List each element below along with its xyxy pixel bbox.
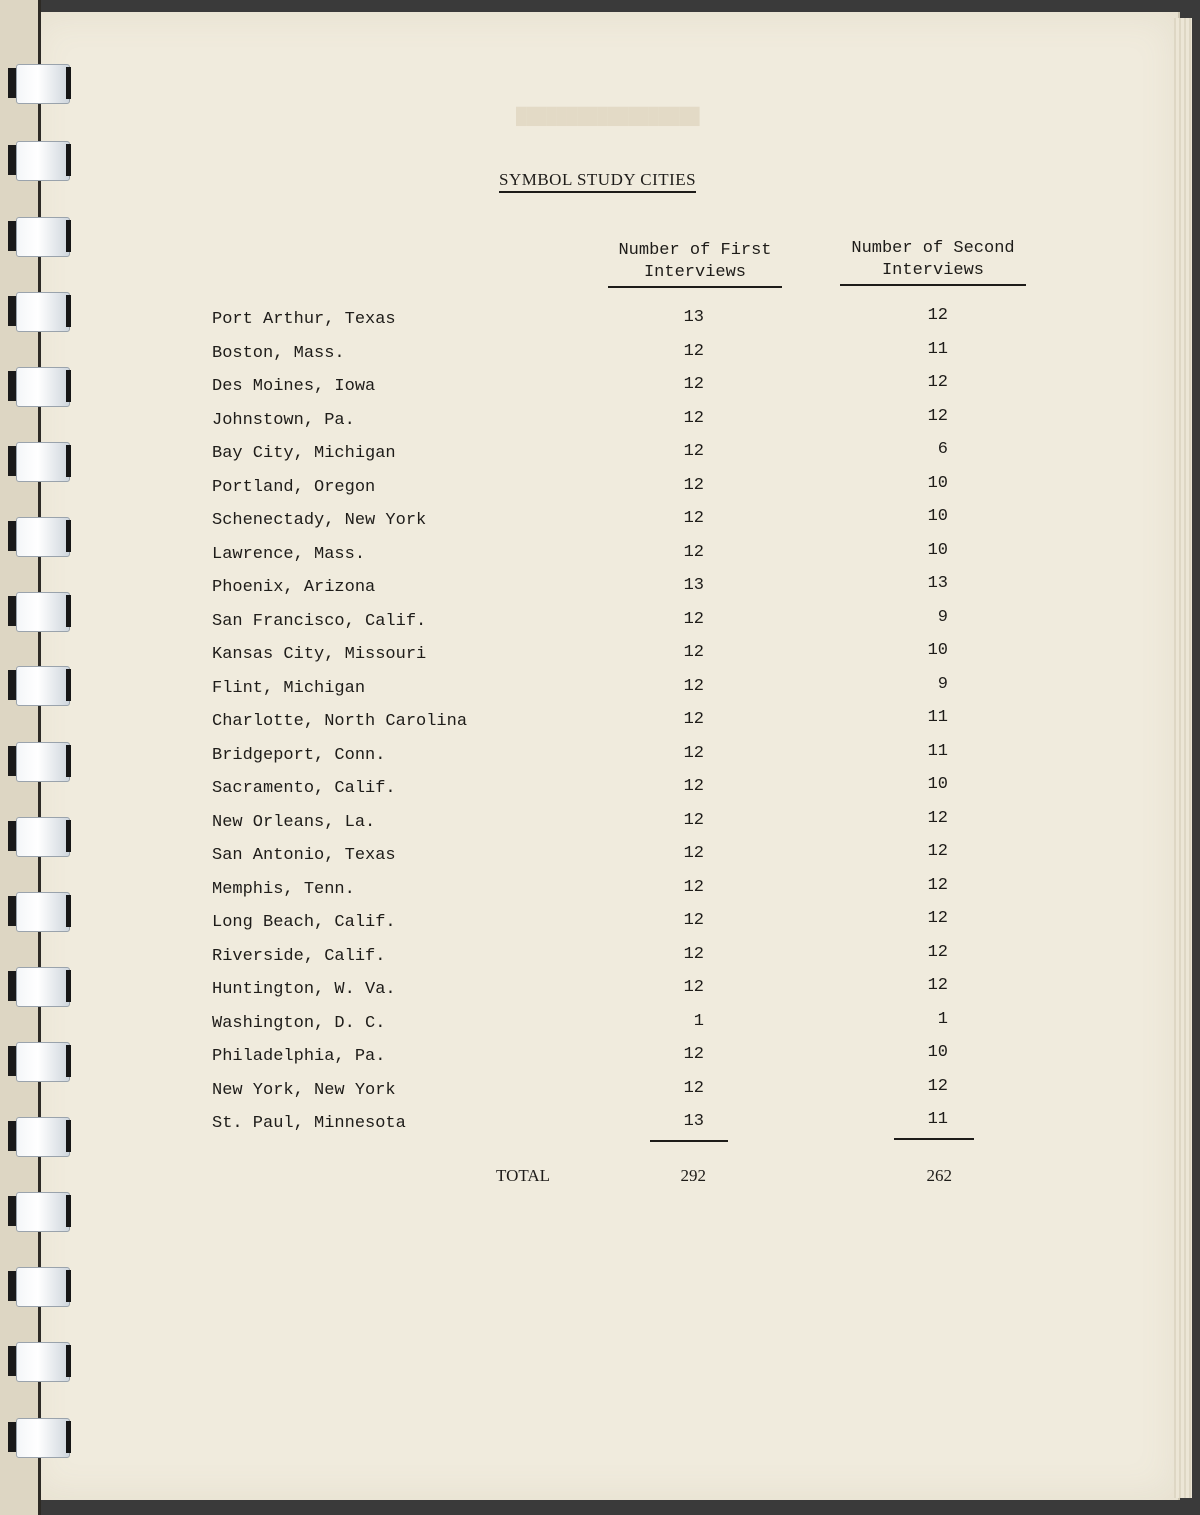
table-row [0,811,1200,841]
second-interviews: 9 [937,675,948,694]
first-interviews: 12 [683,643,704,662]
first-interviews: 12 [683,844,704,863]
second-interviews: 11 [927,340,948,359]
first-interviews: 12 [683,978,704,997]
second-interviews: 12 [927,842,948,861]
second-interviews: 12 [927,976,948,995]
second-interviews: 10 [927,541,948,560]
table-row [0,1045,1200,1075]
table-row [0,442,1200,472]
sum-rule-second [894,1138,974,1140]
city-name: Bridgeport, Conn. [212,746,386,765]
first-interviews: 12 [683,777,704,796]
second-interviews: 10 [927,641,948,660]
second-interviews: 12 [927,373,948,392]
city-name: Philadelphia, Pa. [212,1047,386,1066]
city-name: Long Beach, Calif. [212,913,396,932]
second-interviews: 9 [937,608,948,627]
table-row [0,677,1200,707]
table-row [0,409,1200,439]
col-second-header-line1: Number of Second [851,239,1015,258]
binding-ring [8,217,70,255]
city-name: San Francisco, Calif. [212,612,427,631]
city-name: Johnstown, Pa. [212,411,355,430]
table-row [0,308,1200,338]
second-interviews: 11 [927,1110,948,1129]
city-name: Boston, Mass. [212,344,345,363]
city-name: Huntington, W. Va. [212,980,396,999]
second-interviews: 10 [927,507,948,526]
first-interviews: 12 [683,442,704,461]
binding-ring [8,64,70,102]
binding-ring [8,1418,70,1456]
city-name: Schenectady, New York [212,511,427,530]
first-interviews: 13 [683,308,704,327]
table-row [0,978,1200,1008]
city-name: Riverside, Calif. [212,947,386,966]
sum-rule-first [650,1140,728,1142]
table-row [0,1012,1200,1042]
first-interviews: 12 [683,476,704,495]
first-interviews: 12 [683,878,704,897]
first-interviews: 12 [683,710,704,729]
col-first-header [608,240,782,288]
col-second-header-line2: Interviews [840,260,1026,286]
total-label: TOTAL [496,1166,551,1185]
second-interviews: 10 [927,775,948,794]
binding-ring [8,1342,70,1380]
first-interviews: 12 [683,375,704,394]
second-interviews: 1 [937,1010,948,1029]
binding-ring [8,1267,70,1305]
binding-ring [8,141,70,179]
first-interviews: 12 [683,744,704,763]
second-interviews: 10 [927,1043,948,1062]
first-interviews: 12 [683,342,704,361]
col-first-header-line1: Number of First [618,241,772,260]
col-second-header [840,238,1026,286]
table-row [0,744,1200,774]
second-interviews: 12 [927,809,948,828]
city-name: Memphis, Tenn. [212,880,355,899]
page-title: SYMBOL STUDY CITIES [499,170,696,193]
first-interviews: 12 [683,1045,704,1064]
total-second: 262 [926,1166,952,1185]
second-interviews: 11 [927,742,948,761]
city-name: Washington, D. C. [212,1014,386,1033]
table-row [0,945,1200,975]
city-name: Phoenix, Arizona [212,578,376,597]
table-row [0,911,1200,941]
first-interviews: 13 [683,576,704,595]
first-interviews: 12 [683,811,704,830]
table-row [0,509,1200,539]
first-interviews: 12 [683,911,704,930]
table-row [0,476,1200,506]
second-interviews: 12 [927,909,948,928]
city-name: Port Arthur, Texas [212,310,396,329]
col-first-header-line2: Interviews [608,262,782,288]
table-row [0,710,1200,740]
city-name: Flint, Michigan [212,679,366,698]
table-row [0,576,1200,606]
city-name: Lawrence, Mass. [212,545,366,564]
table-row [0,610,1200,640]
first-interviews: 12 [683,945,704,964]
city-name: St. Paul, Minnesota [212,1114,406,1133]
second-interviews: 6 [937,440,948,459]
city-name: Bay City, Michigan [212,444,396,463]
table-row [0,777,1200,807]
table-row [0,643,1200,673]
table-row [0,1079,1200,1109]
second-interviews: 12 [927,943,948,962]
binding-ring [8,1192,70,1230]
city-name: San Antonio, Texas [212,846,396,865]
second-interviews: 12 [927,306,948,325]
table-row [0,878,1200,908]
second-interviews: 12 [927,407,948,426]
first-interviews: 12 [683,1079,704,1098]
table-row [0,543,1200,573]
first-interviews: 12 [683,677,704,696]
city-name: New York, New York [212,1081,396,1100]
first-interviews: 12 [683,543,704,562]
second-interviews: 12 [927,876,948,895]
first-interviews: 12 [683,409,704,428]
total-first: 292 [680,1166,706,1185]
table-row [0,1112,1200,1142]
first-interviews: 12 [683,610,704,629]
first-interviews: 1 [693,1012,704,1031]
city-name: Portland, Oregon [212,478,376,497]
city-name: Sacramento, Calif. [212,779,396,798]
second-interviews: 13 [927,574,948,593]
city-name: New Orleans, La. [212,813,376,832]
second-interviews: 10 [927,474,948,493]
second-interviews: 12 [927,1077,948,1096]
table-row [0,375,1200,405]
table-row [0,342,1200,372]
first-interviews: 13 [683,1112,704,1131]
city-name: Des Moines, Iowa [212,377,376,396]
first-interviews: 12 [683,509,704,528]
second-interviews: 11 [927,708,948,727]
table-row [0,844,1200,874]
city-name: Kansas City, Missouri [212,645,427,664]
city-name: Charlotte, North Carolina [212,712,468,731]
